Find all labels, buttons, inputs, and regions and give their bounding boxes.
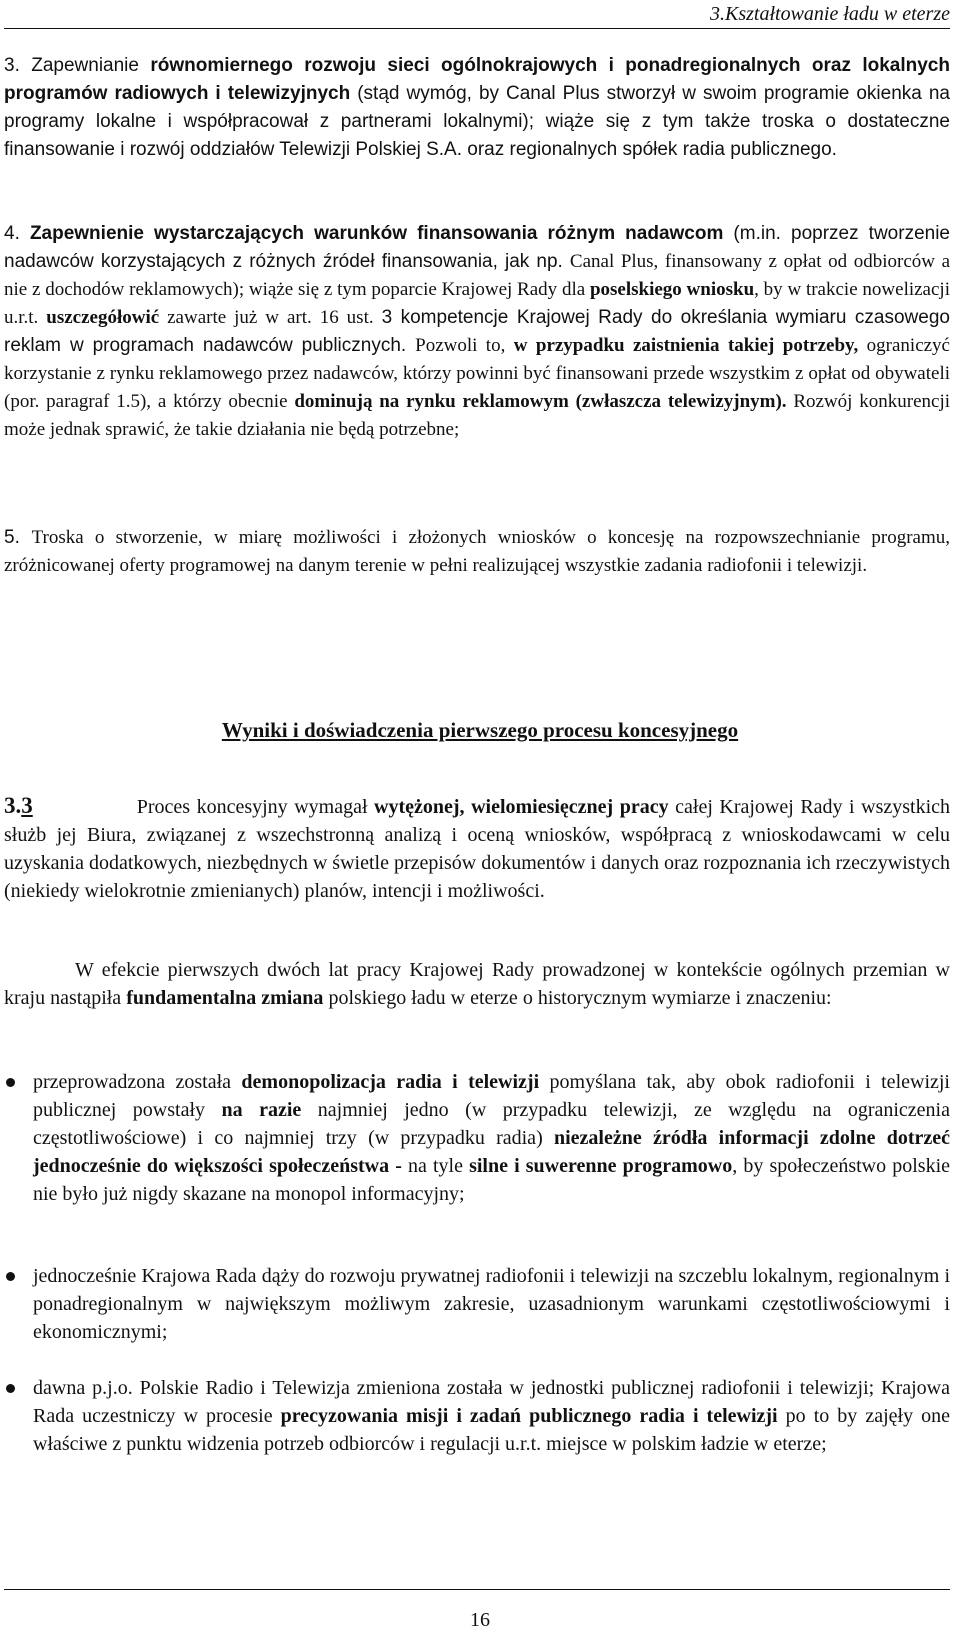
section-paragraph-2-text bbox=[4, 959, 950, 1009]
bullet-item-2 bbox=[4, 1262, 950, 1346]
section-heading bbox=[0, 716, 960, 744]
bold-text-run: poselskiego wniosku bbox=[589, 279, 755, 300]
text-run: całej Krajowej Rady i wszystkich służb jej Biura, związanej z wszechstronną analizą i oceną wniosków, współpracą z wnioskodawcami w celu uzyskania dodatkowych, niezbędnych w świetle przepisów dokumentów i danych oraz rozpoznania ich rzeczywistych (niekiedy wielokrotnie zmienianych) planów, intencji i możliwości. bbox=[4, 796, 951, 902]
text-run: po to by zajęły one właściwe z punktu widzenia potrzeb odbiorców i regulacji u.r.t. miejsce w polskim ładzie w eterze; bbox=[33, 1405, 951, 1455]
text-run: Rozwój konkurencji może jednak sprawić, że takie działania nie będą potrzebne; bbox=[4, 391, 951, 440]
section-paragraph-1-text bbox=[4, 796, 950, 902]
text-run: (m.in. poprzez tworzenie nadawców korzystających z różnych źródeł finansowania, jak np. bbox=[4, 223, 951, 272]
bold-text-run: dominują na rynku reklamowym (zwłaszcza telewizyjnym). bbox=[294, 391, 787, 412]
bullet-item-2-text bbox=[33, 1262, 950, 1346]
footer-rule bbox=[4, 1589, 950, 1590]
text-run: Proces koncesyjny wymagał bbox=[136, 796, 375, 818]
text-run: , by w trakcie nowelizacji u.r.t. bbox=[4, 279, 950, 328]
text-run: ograniczyć korzystanie z rynku reklamowego przez nadawców, którzy powinni być finansowani przede wszystkim z opłat od obywateli (por. paragraf 1.5), a którzy obecnie bbox=[4, 335, 950, 412]
bullet-item-3 bbox=[4, 1374, 950, 1458]
text-run: najmniej jedno (w przypadku telewizji, ze względu na ograniczenia częstotliwościowe) i co najmniej trzy (w przypadku radia) bbox=[33, 1099, 950, 1149]
text-run: , by społeczeństwo polskie nie było już nigdy skazane na monopol informacyjny; bbox=[33, 1155, 950, 1205]
text-run: dawna p.j.o. Polskie Radio i Telewizja zmieniona została w jednostki publicznej radiofonii i telewizji; Krajowa Rada uczestniczy w procesie bbox=[33, 1377, 950, 1427]
list-item-4 bbox=[4, 220, 950, 444]
section-paragraph-1 bbox=[4, 792, 950, 905]
bold-text-run: silne i suwerenne programowo bbox=[469, 1155, 733, 1177]
bullet-item-3-text bbox=[33, 1374, 950, 1458]
text-run: przeprowadzona została bbox=[33, 1071, 242, 1093]
text-run: (stąd wymóg, by Canal Plus stworzył w swoim programie okienka na programy lokalne i współpracował z partnerami lokalnymi); wiąże się z tym także troska o dostateczne finansowanie i rozwój oddziałów Telewizji Polskiej S.A. oraz regionalnych spółek radia publicznego. bbox=[4, 83, 950, 160]
text-run: 4. bbox=[4, 223, 30, 244]
running-header: 3.Kształtowanie ładu w eterze bbox=[710, 3, 950, 25]
text-run: 5. bbox=[4, 527, 32, 548]
text-run: Canal Plus, finansowany z opłat od odbiorców a nie z dochodów reklamowych); wiąże się z tym poparcie Krajowej Rady dla bbox=[4, 251, 950, 300]
section-paragraph-2 bbox=[4, 956, 950, 1012]
bullet-icon bbox=[6, 1384, 15, 1393]
text-run: na tyle bbox=[401, 1155, 470, 1177]
list-item-5 bbox=[4, 524, 950, 580]
bold-text-run: w przypadku zaistnienia takiej potrzeby, bbox=[513, 335, 859, 356]
bold-text-run: niezależne źródła informacji zdolne dotrzeć jednocześnie do większości społeczeństwa - bbox=[33, 1127, 951, 1177]
bold-text-run: fundamentalna zmiana bbox=[126, 987, 324, 1009]
bold-text-run: Zapewnienie wystarczających warunków finansowania różnym nadawcom bbox=[29, 223, 724, 244]
text-run: pomyślana tak, aby obok radiofonii i telewizji publicznej powstały bbox=[33, 1071, 950, 1121]
section-heading-text: Wyniki i doświadczenia pierwszego procesu koncesyjnego bbox=[221, 718, 739, 742]
bold-text-run: uszczegółowić bbox=[46, 307, 160, 328]
text-run: jednocześnie Krajowa Rada dąży do rozwoju prywatnej radiofonii i telewizji na szczeblu lokalnym, regionalnym i ponadregionalnym w największym możliwym zakresie, uzasadnionym warunkami częstotliwościowymi i ekonomicznymi; bbox=[33, 1265, 950, 1343]
text-run: 3. Zapewnianie bbox=[4, 55, 151, 76]
text-run: Troska o stworzenie, w miarę możliwości i złożonych wniosków o koncesję na rozpowszechnianie programu, zróżnicowanej oferty programowej na danym terenie w pełni realizującej wszystkie zadania radiofonii i telewizji. bbox=[4, 527, 950, 576]
bold-text-run: na razie bbox=[221, 1099, 302, 1121]
bullet-item-1-text bbox=[33, 1068, 950, 1208]
list-item-3 bbox=[4, 52, 950, 164]
section-number: 3.3 bbox=[4, 793, 33, 818]
bold-text-run: demonopolizacja radia i telewizji bbox=[241, 1071, 540, 1093]
bold-text-run: precyzowania misji i zadań publicznego radia i telewizji bbox=[280, 1405, 778, 1427]
text-run: Pozwoli to, bbox=[415, 335, 514, 356]
bold-text-run: wytężonej, wielomiesięcznej pracy bbox=[374, 796, 669, 818]
text-run: 3 kompetencje Krajowej Rady do określania wymiaru czasowego reklam w programach nadawców publicznych. bbox=[4, 307, 950, 356]
page-number: 16 bbox=[470, 1609, 490, 1631]
header-rule bbox=[4, 28, 950, 29]
text-run: zawarte już w art. 16 ust. bbox=[159, 307, 382, 328]
bold-text-run: równomiernego rozwoju sieci ogólnokrajowych i ponadregionalnych oraz lokalnych programów radiowych i telewizyjnych bbox=[4, 55, 950, 104]
text-run: polskiego ładu w eterze o historycznym wymiarze i znaczeniu: bbox=[323, 987, 832, 1009]
bullet-item-1 bbox=[4, 1068, 950, 1208]
bullet-icon bbox=[6, 1078, 15, 1087]
text-run: W efekcie pierwszych dwóch lat pracy Krajowej Rady prowadzonej w kontekście ogólnych przemian w kraju nastąpiła bbox=[4, 959, 950, 1009]
bullet-icon bbox=[6, 1272, 15, 1281]
